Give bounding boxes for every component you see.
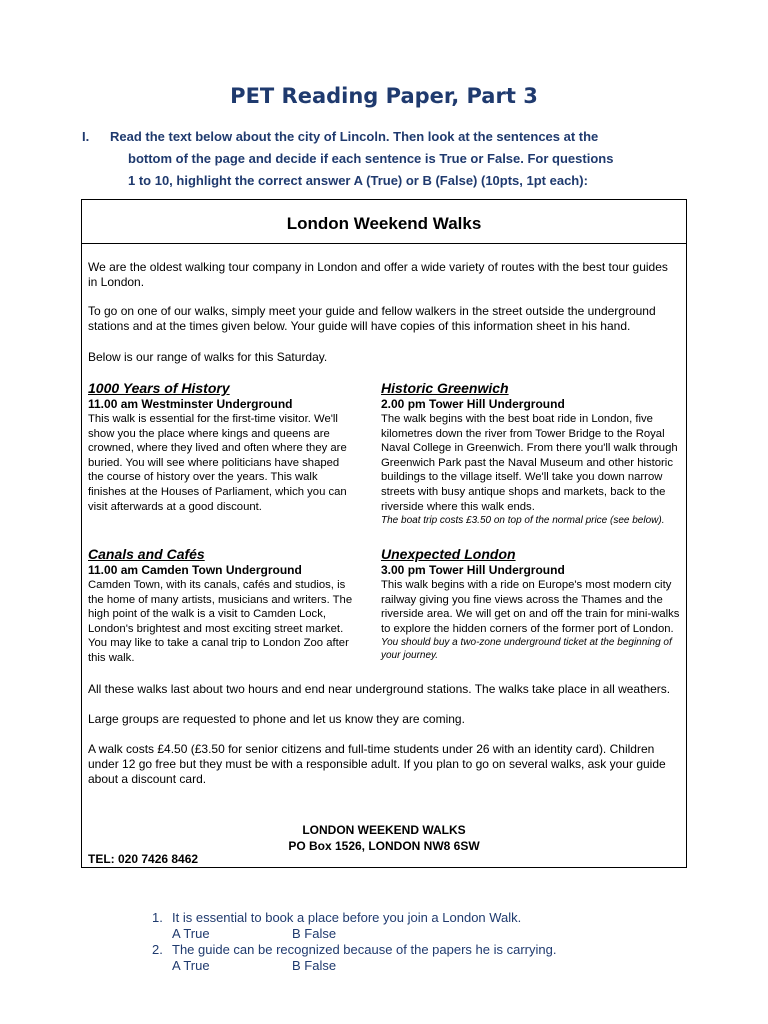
walk-title: Canals and Cafés	[88, 546, 205, 562]
walk-note: The boat trip costs £3.50 on top of the normal price (see below).	[381, 515, 665, 527]
walk-section-2	[381, 380, 681, 527]
instructions-number: I.	[82, 129, 90, 144]
walk-time: 2.00 pm Tower Hill Underground	[381, 397, 565, 411]
instructions-line-3: 1 to 10, highlight the correct answer A (True) or B (False) (10pts, 1pt each):	[128, 173, 588, 188]
reading-text-box	[81, 199, 687, 868]
info-paragraph-2: Large groups are requested to phone and let us know they are coming.	[88, 712, 465, 726]
info-paragraph-1: All these walks last about two hours and end near underground stations. The walks take place in all weathers.	[88, 682, 671, 696]
walk-title: 1000 Years of History	[88, 380, 230, 396]
company-address: PO Box 1526, LONDON NW8 6SW	[288, 839, 480, 853]
walk-section-1	[88, 380, 358, 514]
answer-options	[152, 926, 752, 942]
box-heading: London Weekend Walks	[82, 200, 686, 244]
question-text: It is essential to book a place before you join a London Walk.	[172, 910, 522, 925]
option-a[interactable]: A True	[172, 958, 210, 973]
walk-description: Camden Town, with its canals, cafés and studios, is the home of many artists, musicians and writers. The high point of the walk is a visit to Camden Lock, London's brightest and most exciting street market. You may like to take a canal trip to London Zoo after this walk.	[88, 579, 353, 664]
walk-time: 11.00 am Camden Town Underground	[88, 563, 302, 577]
walk-time: 3.00 pm Tower Hill Underground	[381, 563, 565, 577]
walk-section-3	[88, 546, 358, 666]
walk-note: You should buy a two-zone underground ticket at the beginning of your journey.	[381, 637, 672, 662]
instructions-line-2: bottom of the page and decide if each sentence is True or False. For questions	[128, 151, 614, 166]
info-paragraph-3: A walk costs £4.50 (£3.50 for senior citizens and full-time students under 26 with an identity card). Children under 12 go free but they must be with a responsible adult. If you plan to go on several walks, ask your guide about a discount card.	[88, 742, 666, 786]
option-b[interactable]: B False	[292, 958, 337, 973]
question-item	[152, 910, 752, 942]
company-name: LONDON WEEKEND WALKS	[302, 823, 466, 837]
walk-time: 11.00 am Westminster Underground	[88, 397, 293, 411]
question-item	[152, 942, 752, 974]
intro-paragraph-3: Below is our range of walks for this Saturday.	[88, 350, 328, 364]
contact-block	[82, 822, 686, 854]
intro-paragraph-1: We are the oldest walking tour company in London and offer a wide variety of routes with the best tour guides in London.	[88, 260, 668, 289]
answer-options	[152, 958, 752, 974]
intro-paragraph-2: To go on one of our walks, simply meet your guide and fellow walkers in the street outside the underground stations and at the times given below. Your guide will have copies of this information sheet in his hand.	[88, 304, 656, 333]
walk-description: This walk begins with a ride on Europe's most modern city railway giving you fine views across the Thames and the riverside area. We will get on and off the train for mini-walks to explore the hidden corners of the former port of London.	[381, 579, 680, 635]
walk-description: This walk is essential for the first-time visitor. We'll show you the place where kings and queens are crowned, where they lived and often where they are buried. You will see where politicians have shaped the course of history over the years. This walk finishes at the Houses of Parliament, which you can visit afterwards at a good discount.	[88, 413, 347, 513]
walk-description: The walk begins with the best boat ride in London, five kilometres down the river from Tower Bridge to the Royal Naval College in Greenwich. From there you'll walk through Greenwich Park past the Naval Museum and other historic buildings to the village itself. We'll take you down narrow streets with busy antique shops and markets, back to the riverside where this walk ends.	[381, 413, 678, 513]
question-number: 2.	[152, 942, 163, 957]
instructions	[82, 126, 702, 192]
option-b[interactable]: B False	[292, 926, 337, 941]
walk-title: Unexpected London	[381, 546, 516, 562]
walk-title: Historic Greenwich	[381, 380, 509, 396]
option-a[interactable]: A True	[172, 926, 210, 941]
question-list	[152, 910, 752, 974]
telephone: TEL: 020 7426 8462	[88, 852, 199, 866]
walk-section-4	[381, 546, 681, 662]
question-number: 1.	[152, 910, 163, 925]
page-title: PET Reading Paper, Part 3	[230, 84, 538, 108]
question-text: The guide can be recognized because of the papers he is carrying.	[172, 942, 557, 957]
instructions-line-1: Read the text below about the city of Lincoln. Then look at the sentences at the	[110, 129, 599, 144]
